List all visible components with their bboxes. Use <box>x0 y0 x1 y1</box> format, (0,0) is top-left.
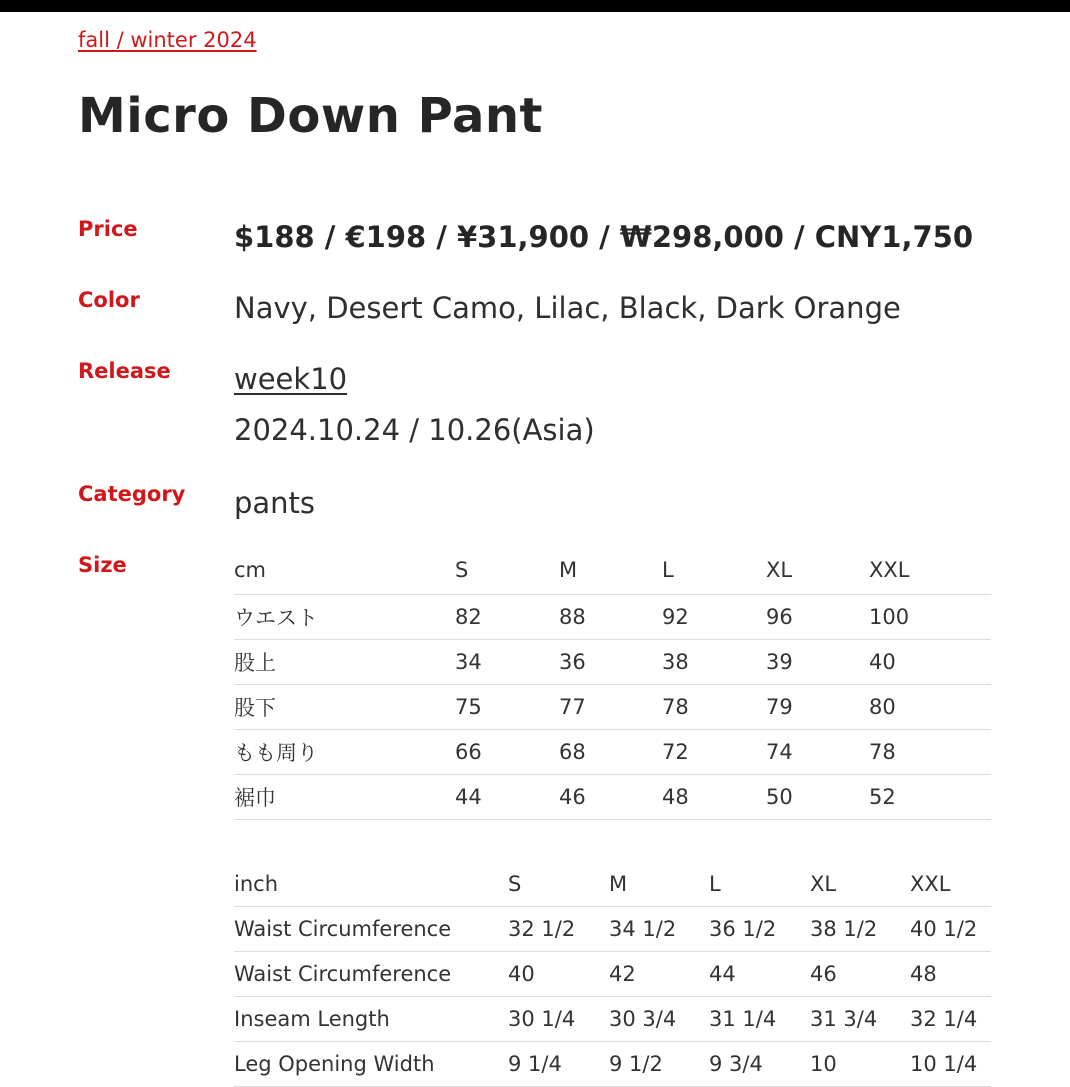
measure-value: 79 <box>766 684 869 729</box>
measure-value: 48 <box>910 951 991 996</box>
measure-value: 66 <box>455 729 559 774</box>
color-label: Color <box>78 288 140 312</box>
size-header-cell: M <box>559 557 578 582</box>
table-row <box>234 594 991 639</box>
measure-value: 52 <box>869 774 991 819</box>
measure-value: 9 1/2 <box>609 1041 709 1086</box>
measure-value: 32 1/4 <box>910 996 991 1041</box>
measure-value: 82 <box>455 594 559 639</box>
size-table-header <box>234 550 991 594</box>
measure-value: 10 1/4 <box>910 1041 991 1086</box>
measure-value: 44 <box>455 774 559 819</box>
measure-name: 股上 <box>234 639 455 684</box>
measure-value: 38 1/2 <box>810 906 910 951</box>
table-row <box>234 906 991 951</box>
table-row <box>234 729 991 774</box>
price-label: Price <box>78 217 138 241</box>
measure-value: 78 <box>869 729 991 774</box>
size-table-cm <box>234 550 991 820</box>
release-label: Release <box>78 359 171 383</box>
measure-value: 36 <box>559 639 662 684</box>
size-header-cell: S <box>455 557 469 582</box>
table-row <box>234 951 991 996</box>
measure-name: もも周り <box>234 729 455 774</box>
unit-cell: inch <box>234 871 278 896</box>
size-label: Size <box>78 553 127 577</box>
measure-value: 38 <box>662 639 766 684</box>
product-title: Micro Down Pant <box>78 88 543 144</box>
table-row <box>234 774 991 819</box>
measure-value: 34 <box>455 639 559 684</box>
measure-value: 31 3/4 <box>810 996 910 1041</box>
measure-name: Waist Circumference <box>234 951 508 996</box>
measure-value: 77 <box>559 684 662 729</box>
measure-value: 40 <box>869 639 991 684</box>
price-value: $188 / €198 / ¥31,900 / ₩298,000 / CNY1,750 <box>234 220 974 254</box>
table-row <box>234 684 991 729</box>
size-header-cell: L <box>709 871 721 896</box>
release-dates: 2024.10.24 / 10.26(Asia) <box>234 413 595 447</box>
measure-value: 68 <box>559 729 662 774</box>
size-header-cell: XXL <box>869 557 910 582</box>
measure-value: 78 <box>662 684 766 729</box>
measure-value: 30 1/4 <box>508 996 609 1041</box>
measure-value: 39 <box>766 639 869 684</box>
measure-value: 72 <box>662 729 766 774</box>
measure-name: Waist Circumference <box>234 906 508 951</box>
category-label: Category <box>78 482 186 506</box>
measure-value: 9 3/4 <box>709 1041 810 1086</box>
measure-name: Inseam Length <box>234 996 508 1041</box>
measure-value: 48 <box>662 774 766 819</box>
measure-value: 10 <box>810 1041 910 1086</box>
measure-value: 44 <box>709 951 810 996</box>
measure-value: 9 1/4 <box>508 1041 609 1086</box>
measure-value: 30 3/4 <box>609 996 709 1041</box>
measure-value: 36 1/2 <box>709 906 810 951</box>
top-bar <box>0 0 1070 12</box>
measure-value: 50 <box>766 774 869 819</box>
size-header-cell: XL <box>766 557 793 582</box>
category-value: pants <box>234 486 316 520</box>
size-header-cell: XXL <box>910 871 951 896</box>
measure-name: 裾巾 <box>234 774 455 819</box>
measure-value: 75 <box>455 684 559 729</box>
measure-value: 31 1/4 <box>709 996 810 1041</box>
measure-value: 96 <box>766 594 869 639</box>
measure-value: 74 <box>766 729 869 774</box>
measure-value: 40 <box>508 951 609 996</box>
measure-value: 80 <box>869 684 991 729</box>
measure-value: 92 <box>662 594 766 639</box>
table-row <box>234 639 991 684</box>
measure-value: 34 1/2 <box>609 906 709 951</box>
size-header-cell: M <box>609 871 628 896</box>
size-table-header <box>234 862 991 906</box>
color-value: Navy, Desert Camo, Lilac, Black, Dark Orange <box>234 291 901 325</box>
measure-value: 32 1/2 <box>508 906 609 951</box>
size-table-inch <box>234 862 991 1087</box>
table-row <box>234 1041 991 1086</box>
unit-cell: cm <box>234 557 267 582</box>
measure-name: 股下 <box>234 684 455 729</box>
measure-value: 46 <box>559 774 662 819</box>
measure-value: 100 <box>869 594 991 639</box>
size-header-cell: XL <box>810 871 837 896</box>
measure-name: Leg Opening Width <box>234 1041 508 1086</box>
measure-value: 88 <box>559 594 662 639</box>
measure-name: ウエスト <box>234 594 455 639</box>
size-header-cell: S <box>508 871 522 896</box>
measure-value: 46 <box>810 951 910 996</box>
measure-value: 42 <box>609 951 709 996</box>
season-link[interactable]: fall / winter 2024 <box>78 28 257 52</box>
measure-value: 40 1/2 <box>910 906 991 951</box>
table-row <box>234 996 991 1041</box>
release-week-link[interactable]: week10 <box>234 362 348 396</box>
size-header-cell: L <box>662 557 674 582</box>
